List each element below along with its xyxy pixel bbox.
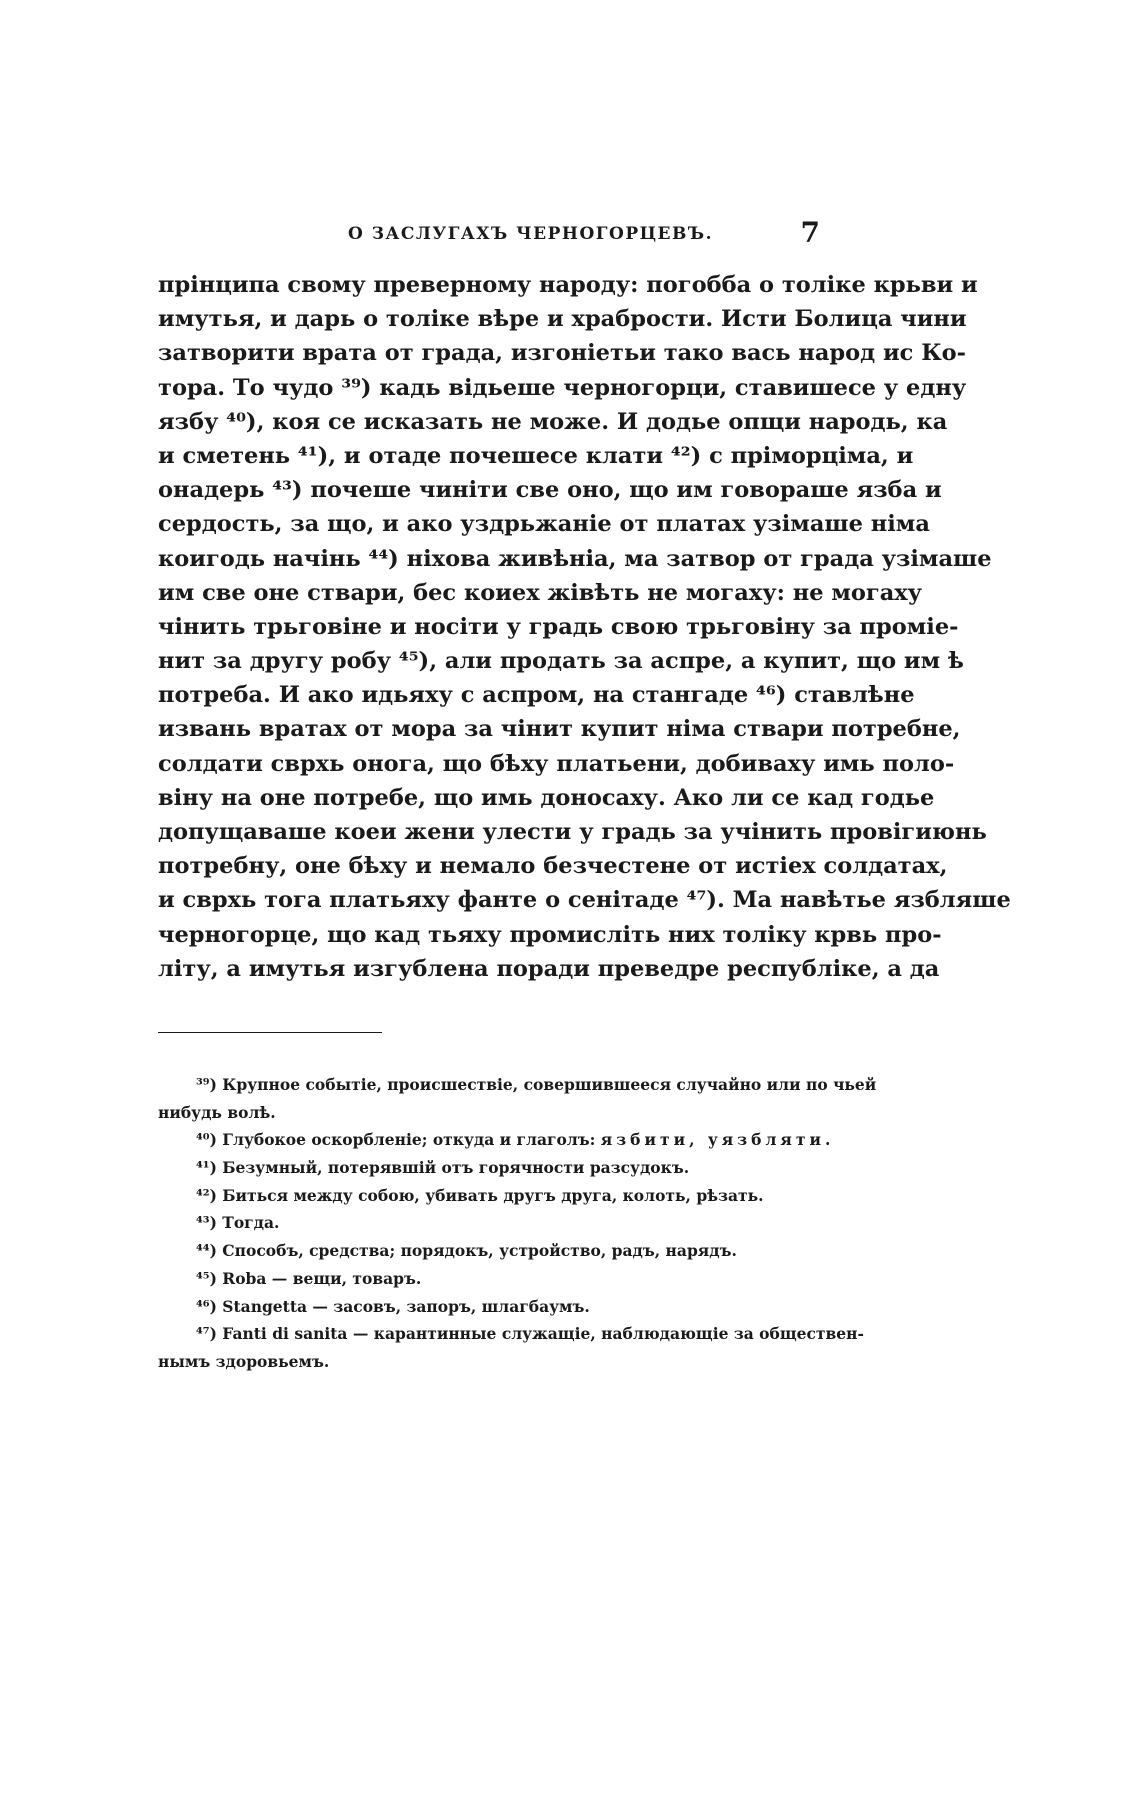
body-line: извань вратах от мора за чінит купит німа ствари потребне, xyxy=(158,716,961,743)
body-line: прінципа свому преверному народу: погобба о толіке крьви и xyxy=(158,272,978,298)
body-line: потребну, оне бѣху и немало безчестене от истіех солдатах, xyxy=(158,853,948,880)
footnote-47-continuation: нымъ здоровьемъ. xyxy=(158,1351,330,1371)
footnote-44: ⁴⁴) Способъ, средства; порядокъ, устройство, радъ, нарядъ. xyxy=(196,1241,737,1261)
footnote-43: ⁴³) Тогда. xyxy=(196,1213,280,1233)
body-line: им све оне ствари, бес коиех жівѣть не могаху: не могаху xyxy=(158,579,923,606)
footnote-42: ⁴²) Биться между собою, убивать другъ друга, колоть, рѣзать. xyxy=(196,1185,764,1205)
page-number: 7 xyxy=(800,216,820,249)
body-line: онадерь ⁴³) почеше чиніти све оно, що им говораше язба и xyxy=(158,477,942,504)
body-line: язбу ⁴⁰), коя се исказать не може. И додье опщи народь, ка xyxy=(158,408,948,435)
footnote-39-continuation: нибудь волѣ. xyxy=(158,1102,276,1122)
body-line: солдати сврхь онога, що бѣху платьени, добиваху имь поло- xyxy=(158,750,955,777)
footnote-47: ⁴⁷) Fanti di sanita — карантинные служащіе, наблюдающіе за обществен- xyxy=(196,1324,864,1344)
body-line: чінить трьговіне и носіти у градь свою трьговіну за проміе- xyxy=(158,613,959,640)
body-line: тора. То чудо ³⁹) кадь відьеше черногорци, ставишесе у едну xyxy=(158,374,967,401)
footnote-40-text: ⁴⁰) Глубокое оскорбленіе; откуда и глаголъ: xyxy=(196,1130,596,1150)
footnote-41: ⁴¹) Безумный, потерявшій отъ горячности разсудокъ. xyxy=(196,1158,690,1178)
footnote-40 xyxy=(158,1126,835,1154)
body-line: имутья, и дарь о толіке вѣре и храбрости. Исти Болица чини xyxy=(158,306,967,333)
footnote-40-spaced-words: язбити, уязбляти. xyxy=(600,1130,835,1150)
footnote-46: ⁴⁶) Stangetta — засовъ, запоръ, шлагбаумъ. xyxy=(196,1296,590,1316)
footnote-45: ⁴⁵) Roba — вещи, товаръ. xyxy=(196,1268,422,1288)
footnote-39: ³⁹) Крупное событіе, происшествіе, совершившееся случайно или по чьей xyxy=(196,1075,877,1094)
body-line: літу, а имутья изгублена поради преведре республіке, а да xyxy=(158,955,940,982)
body-line: затворити врата от града, изгоніетьи тако вась народ ис Ко- xyxy=(158,340,967,367)
body-line: коигодь начінь ⁴⁴) ніхова живѣніа, ма затвор от града узімаше xyxy=(158,545,992,572)
body-line: потреба. И ако идьяху с аспром, на стангаде ⁴⁶) ставлѣне xyxy=(158,682,915,709)
footnote-divider xyxy=(158,1032,382,1033)
body-line: и сметень ⁴¹), и отаде почешесе клати ⁴²) с пріморціма, и xyxy=(158,442,914,469)
body-line: віну на оне потребе, що имь доносаху. Ако ли се кад годье xyxy=(158,784,935,811)
body-line: и сврхь тога платьяху фанте о сенітаде ⁴⁷). Ма навѣтье язбляше xyxy=(158,887,1011,914)
body-line: допущаваше коеи жени улести у градь за учінить провігиюнь xyxy=(158,819,987,845)
body-text xyxy=(158,268,1011,986)
running-title: О ЗАСЛУГАХЪ ЧЕРНОГОРЦЕВЪ. xyxy=(348,224,714,244)
footnotes xyxy=(158,1071,877,1376)
body-line: черногорце, що кад тьяху промислiть них толіку крвь про- xyxy=(158,921,942,948)
body-line: сердость, за що, и ако уздрьжаніе от платах узімаше німа xyxy=(158,511,930,538)
body-line: нит за другу робу ⁴⁵), али продать за аспре, а купит, що им ѣ xyxy=(158,648,964,675)
running-head xyxy=(158,218,822,254)
